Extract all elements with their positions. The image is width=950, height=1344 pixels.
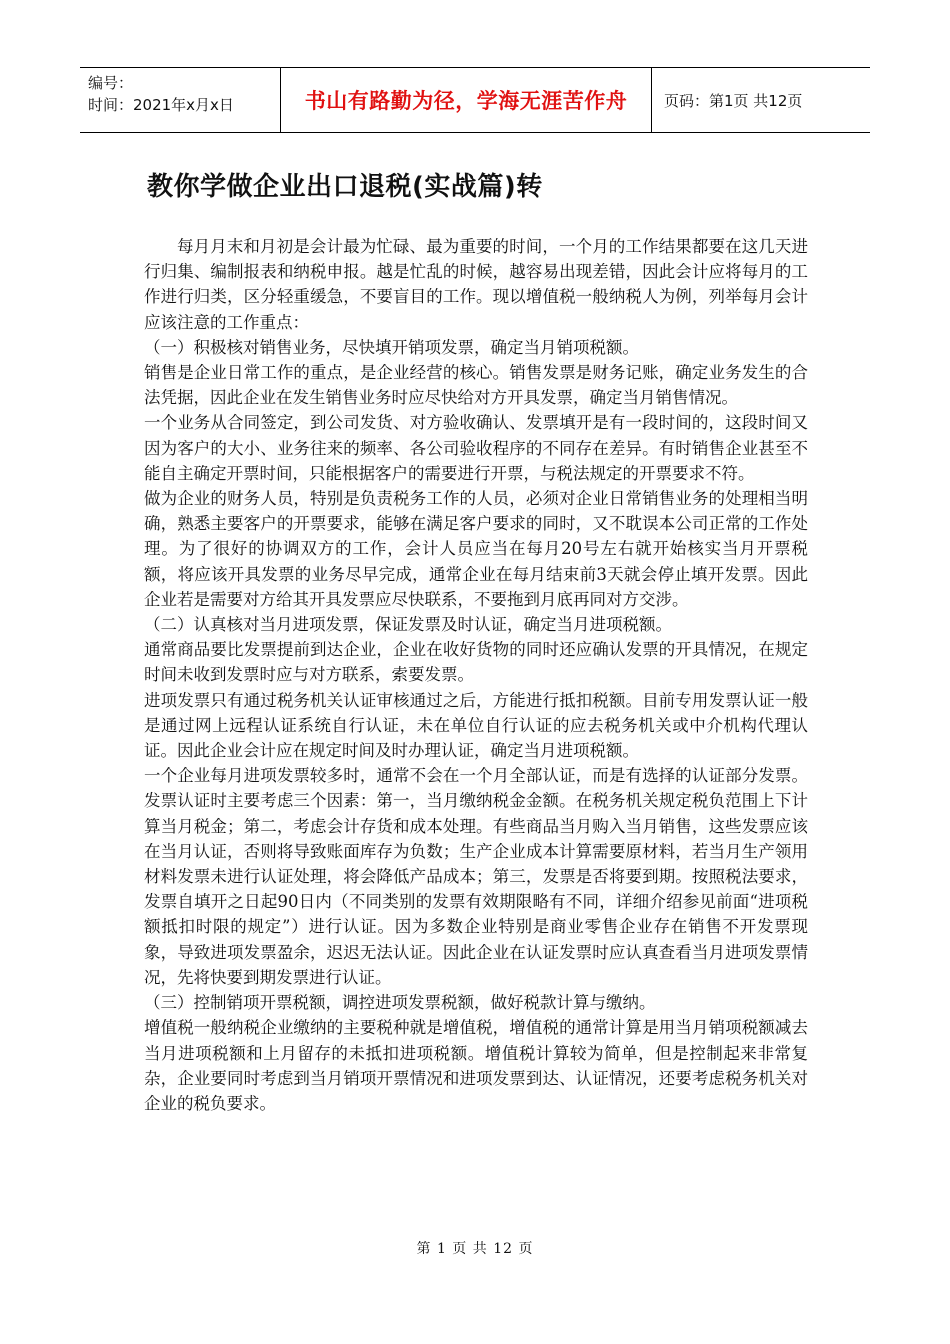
paragraph: 一个业务从合同签定，到公司发货、对方验收确认、发票填开是有一段时间的，这段时间又因为客户的大小、业务往来的频率、各公司验收程序的不同存在差异。有时销售企业甚至不能自主确定开票时间，只能根据客户的需要进行开票，与税法规定的开票要求不符。 — [144, 413, 808, 483]
header-table — [80, 67, 870, 133]
paragraph-intro: 每月月末和月初是会计最为忙碌、最为重要的时间，一个月的工作结果都要在这几天进行归集、编制报表和纳税申报。越是忙乱的时候，越容易出现差错，因此会计应将每月的工作进行归类，区分轻重缓急，不要盲目的工作。现以增值税一般纳税人为例，列举每月会计应该注意的工作重点： — [144, 237, 808, 332]
document-number-label: 编号： — [88, 74, 134, 92]
paragraph: 做为企业的财务人员，特别是负责税务工作的人员，必须对企业日常销售业务的处理相当明确，熟悉主要客户的开票要求，能够在满足客户要求的同时，又不耽误本公司正常的工作处理。为了很好的协调双方的工作，会计人员应当在每月20号左右就开始核实当月开票税额，将应该开具发票的业务尽早完成，通常企业在每月结束前3天就会停止填开发票。因此企业若是需要对方给其开具发票应尽快联系，不要拖到月底再同对方交涉。 — [144, 489, 808, 609]
header-meta — [80, 68, 280, 132]
header-page-info: 页码：第1页 共12页 — [664, 91, 803, 110]
paragraph: 销售是企业日常工作的重点，是企业经营的核心。销售发票是财务记账，确定业务发生的合法凭据，因此企业在发生销售业务时应尽快给对方开具发票，确定当月销售情况。 — [144, 363, 808, 408]
paragraph: 增值税一般纳税企业缴纳的主要税种就是增值税，增值税的通常计算是用当月销项税额减去当月进项税额和上月留存的未抵扣进项税额。增值税计算较为简单，但是控制起来非常复杂，企业要同时考虑到当月销项开票情况和进项发票到达、认证情况，还要考虑税务机关对企业的税负要求。 — [144, 1018, 808, 1113]
document-body — [144, 234, 808, 1116]
section-heading-3: （三）控制销项开票税额，调控进项发票税额，做好税款计算与缴纳。 — [144, 993, 656, 1013]
paragraph: 进项发票只有通过税务机关认证审核通过之后，方能进行抵扣税额。目前专用发票认证一般是通过网上远程认证系统自行认证，未在单位自行认证的应去税务机关或中介机构代理认证。因此企业会计应在规定时间及时办理认证，确定当月进项税额。 — [144, 690, 808, 761]
page-footer: 第 1 页 共 12 页 — [416, 1241, 534, 1257]
paragraph: 一个企业每月进项发票较多时，通常不会在一个月全部认证，而是有选择的认证部分发票。发票认证时主要考虑三个因素：第一，当月缴纳税金金额。在税务机关规定税负范围上下计算当月税金；第二，考虑会计存货和成本处理。有些商品当月购入当月销售，这些发票应该在当月认证，否则将导致账面库存为负数；生产企业成本计算需要原材料，若当月生产领用材料发票未进行认证处理，将会降低产品成本；第三，发票是否将要到期。按照税法要求，发票自填开之日起90日内（不同类别的发票有效期限略有不同，详细介绍参见前面“进项税额抵扣时限的规定”）进行认证。因为多数企业特别是商业零售企业存在销售不开发票现象，导致进项发票盈余，迟迟无法认证。因此企业在认证发票时应认真查看当月进项发票情况，先将快要到期发票进行认证。 — [144, 766, 808, 987]
document-date-label: 时间：2021年x月x日 — [88, 96, 234, 114]
section-heading-1: （一）积极核对销售业务，尽快填开销项发票，确定当月销项税额。 — [144, 337, 639, 357]
document-title: 教你学做企业出口退税(实战篇)转 — [147, 172, 543, 202]
section-heading-2: （二）认真核对当月进项发票，保证发票及时认证，确定当月进项税额。 — [144, 615, 672, 635]
paragraph: 通常商品要比发票提前到达企业，企业在收好货物的同时还应确认发票的开具情况，在规定时间未收到发票时应与对方联系，索要发票。 — [144, 640, 808, 685]
header-motto: 书山有路勤为径，学海无涯苦作舟 — [280, 68, 652, 132]
